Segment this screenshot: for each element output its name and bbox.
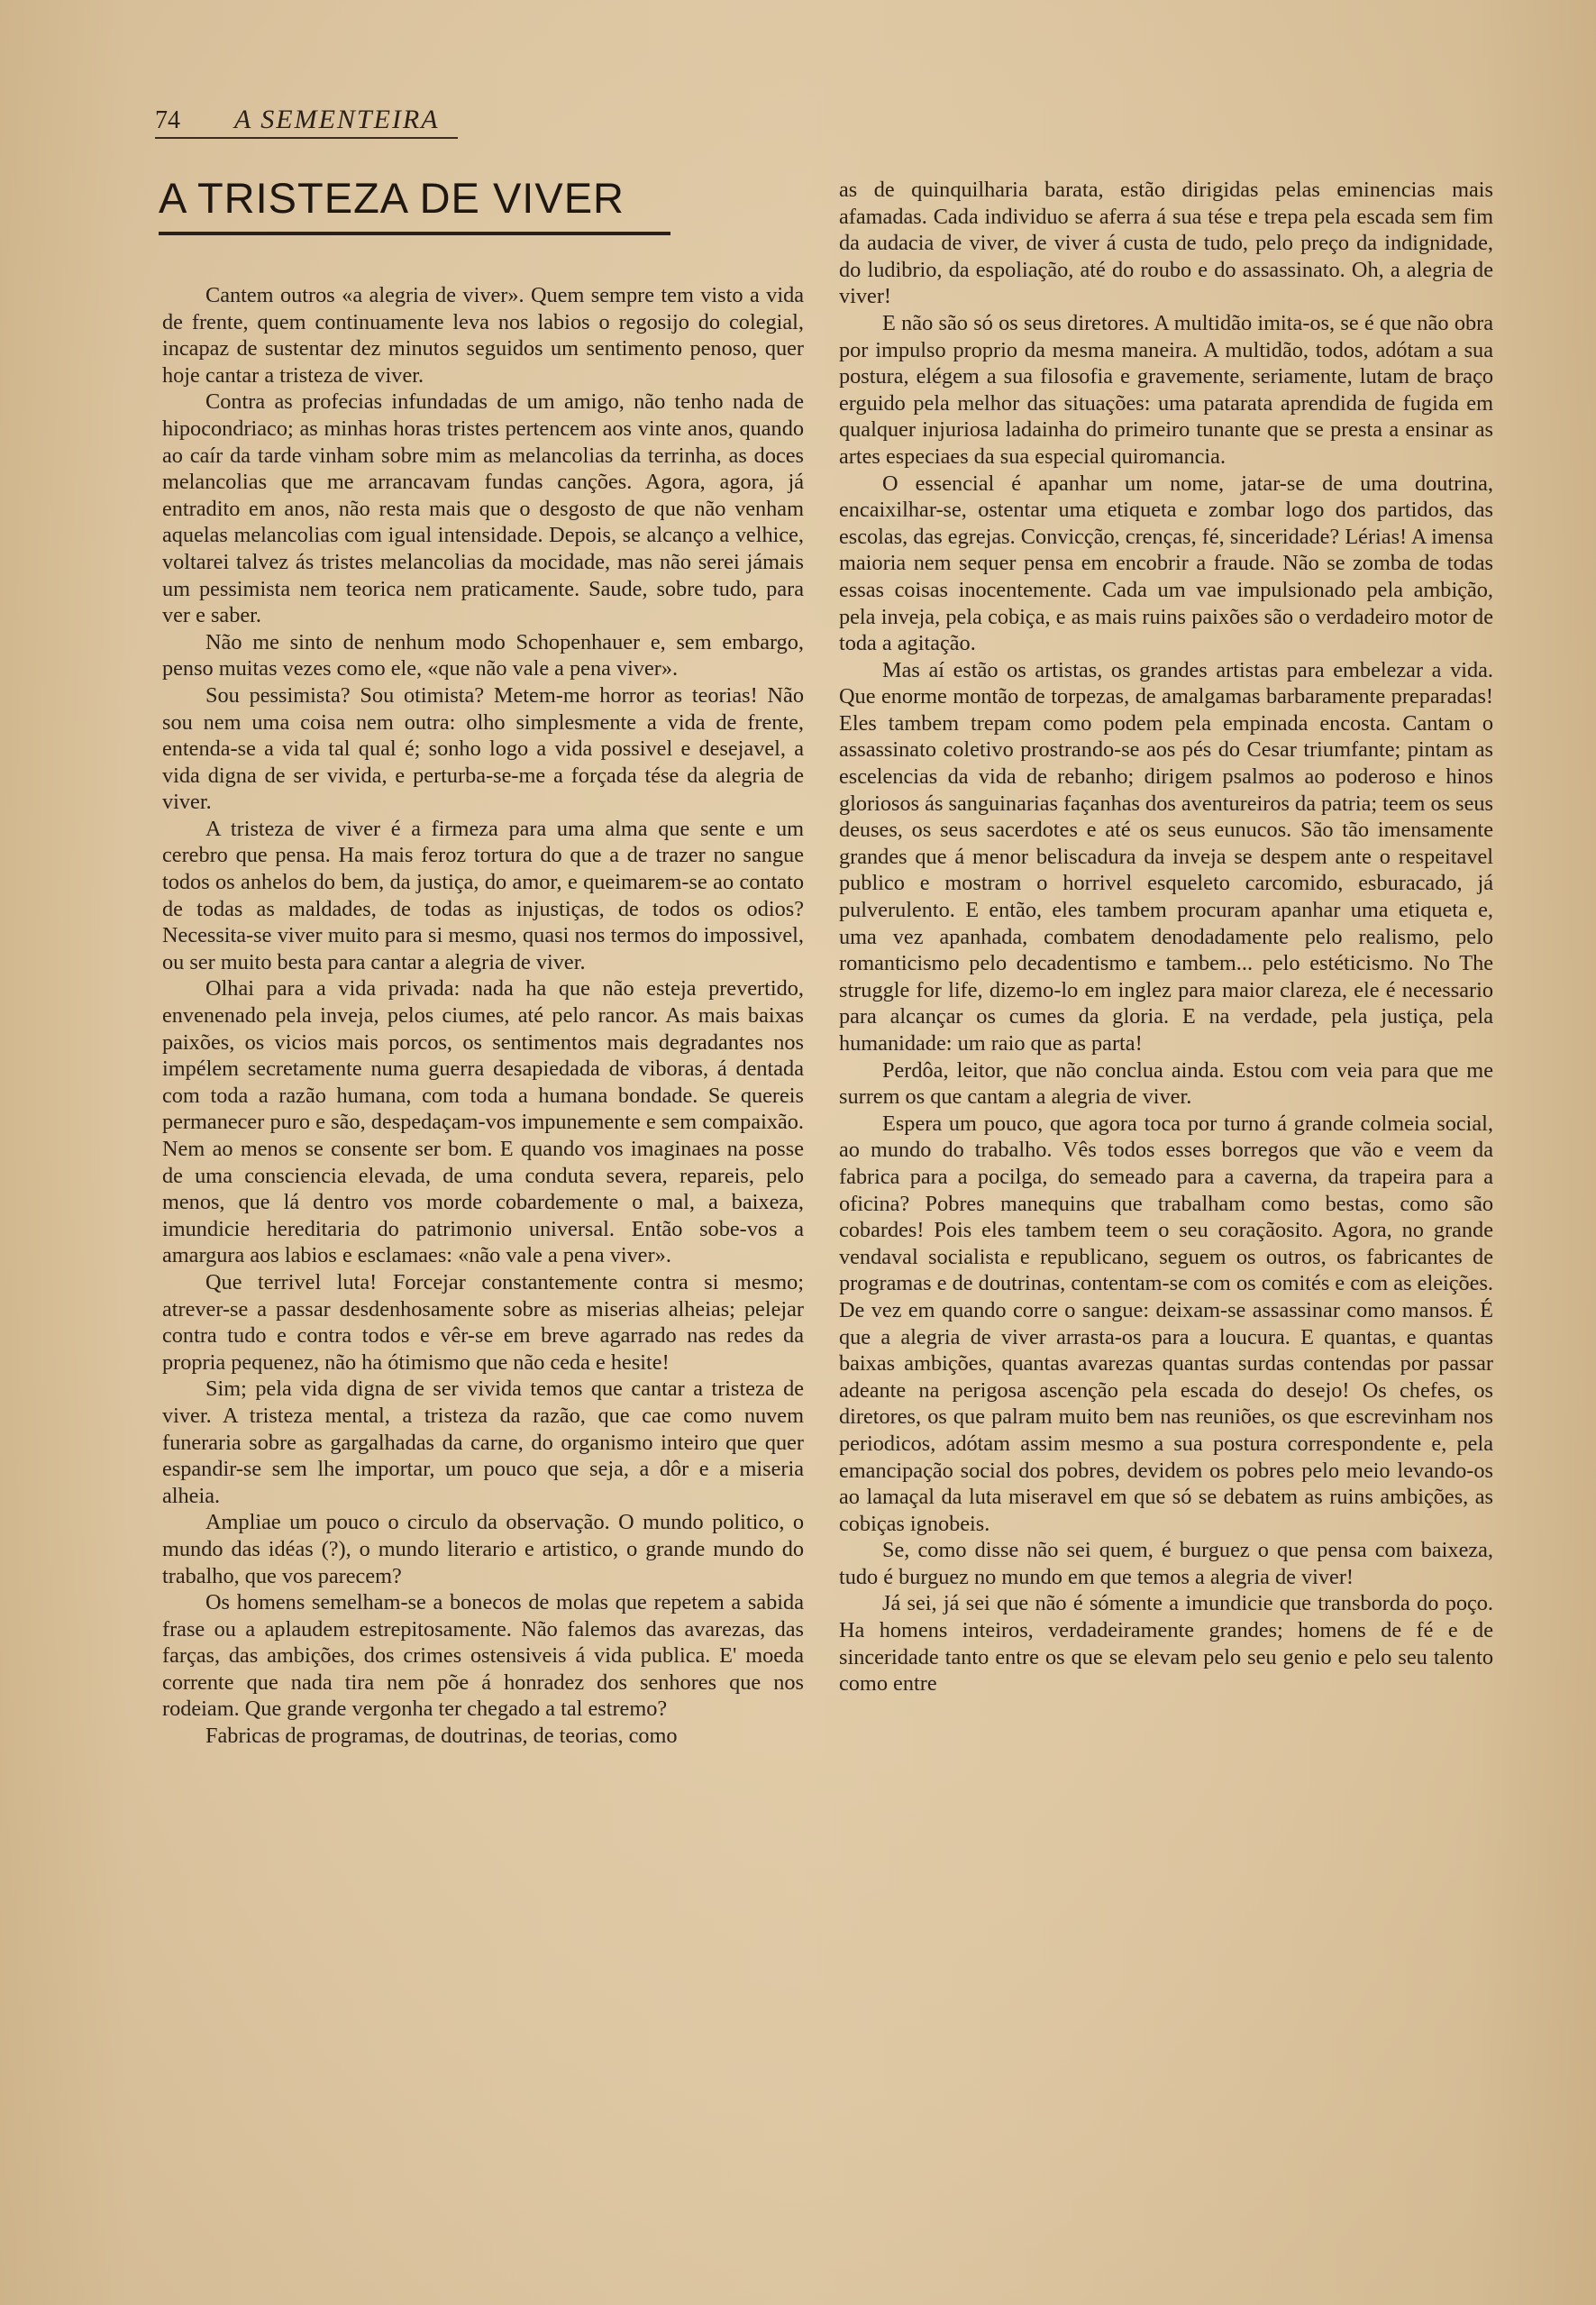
- paragraph: Já sei, já sei que não é sómente a imundicie que transborda do poço. Ha homens inteiros, verdadeiramente grandes; homens de fé e de sinceridade tanto entre os que se elevam pelo seu genio e pelo seu talento como entre: [839, 1591, 1493, 1697]
- paragraph: as de quinquilharia barata, estão dirigidas pelas eminencias mais afamadas. Cada individuo se aferra á sua tése e trepa pela escada sem fim da audacia de viver, de viver á custa de tudo, pelo preço da indignidade, do ludibrio, da espoliação, até do roubo e do assassinato. Oh, a alegria de viver!: [839, 178, 1493, 309]
- paragraph: Contra as profecias infundadas de um amigo, não tenho nada de hipocondriaco; as minhas horas tristes pertencem aos vinte anos, quando ao caír da tarde vinham sobre mim as melancolias da terrinha, as doces melancolias que me arrancavam fundas canções. Agora, agora, já entradito em anos, não resta mais que o desgosto de que não venham aquelas melancolias com igual intensidade. Depois, se alcanço a velhice, voltarei talvez ás tristes melancolias da mocidade, mas não serei jámais um pessimista nem teorica nem praticamente. Saude, sobre tudo, para ver e saber.: [162, 389, 804, 628]
- page-number: 74: [155, 106, 180, 134]
- paragraph: Sou pessimista? Sou otimista? Metem-me horror as teorias! Não sou nem uma coisa nem outra: olho simplesmente a vida de frente, entenda-se a vida tal qual é; sonho logo a vida possivel e desejavel, a vida digna de ser vivida, e perturba-se-me a forçada tése da alegria de viver.: [162, 682, 804, 815]
- journal-name: A SEMENTEIRA: [234, 105, 440, 134]
- paragraph: Os homens semelham-se a bonecos de molas que repetem a sabida frase ou a aplaudem estrepitosamente. Não falemos das avarezas, das farças, das ambições, dos crimes ostensiveis á vida publica. E' moeda corrente que nada tira nem põe á honradez dos senhores que nos rodeiam. Que grande vergonha ter chegado a tal estremo?: [162, 1590, 804, 1722]
- title-rule: [159, 232, 670, 235]
- paragraph: Sim; pela vida digna de ser vivida temos que cantar a tristeza de viver. A tristeza mental, a tristeza da razão, que cae como nuvem funeraria sobre as gargalhadas da carne, do organismo inteiro que quer espandir-se sem lhe importar, um pouco que seja, a dôr e a miseria alheia.: [162, 1377, 804, 1508]
- paragraph: Perdôa, leitor, que não conclua ainda. Estou com veia para que me surrem os que cantam a alegria de viver.: [839, 1057, 1493, 1110]
- paragraph: E não são só os seus diretores. A multidão imita-os, se é que não obra por impulso proprio da mesma maneira. A multidão, todos, adótam a sua postura, elégem a sua filosofia e gravemente, seriamente, lutam de braço erguido pela melhor das situações: uma patarata aprendida de fugida em qualquer injuriosa ladainha do primeiro tunante que se presta a ensinar as artes especiaes da sua especial quiromancia.: [839, 310, 1493, 469]
- header-rule: [155, 137, 458, 139]
- paragraph: Cantem outros «a alegria de viver». Quem sempre tem visto a vida de frente, quem continuamente leva nos labios o regosijo do colegial, incapaz de sustentar dez minutos seguidos um sentimento penoso, quer hoje cantar a tristeza de viver.: [162, 283, 804, 388]
- column-left: [162, 282, 804, 1750]
- paragraph: O essencial é apanhar um nome, jatar-se de uma doutrina, encaixilhar-se, ostentar uma etiqueta e zombar logo dos partidos, das escolas, das egrejas. Convicção, crenças, fé, sinceridade? Lérias! A imensa maioria nem sequer pensa em encobrir a fraude. Não se zomba de todas essas coisas inocentemente. Cada um vae impulsionado pela ambição, pela inveja, pela cobiça, e as mais ruins paixões são o verdadeiro motor de toda a agitação.: [839, 471, 1493, 656]
- paragraph: Que terrivel luta! Forcejar constantemente contra si mesmo; atrever-se a passar desdenhosamente sobre as miserias alheias; pelejar contra tudo e contra todos e vêr-se em breve agarrado nas redes da propria pequenez, não ha ótimismo que não ceda e hesite!: [162, 1269, 804, 1375]
- article-title: A TRISTEZA DE VIVER: [159, 174, 625, 222]
- paragraph: Olhai para a vida privada: nada ha que não esteja prevertido, envenenado pela inveja, pelos ciumes, até pelo rancor. As mais baixas paixões, os vicios mais porcos, os sentimentos mais degradantes nos impélem secretamente numa guerra desapiedada de viboras, á dentada com toda a razão humana, com toda a humana bondade. Se quereis permanecer puro e são, despedaçam-vos impunemente e sem compaixão. Nem ao menos se consente ser bom. E quando vos imaginaes na posse de uma consciencia elevada, de uma conduta severa, repareis, pelo menos, que lá dentro vos morde cobardemente o mal, a baixeza, imundicie hereditaria do patrimonio universal. Então sobe-vos a amargura aos labios e esclamaes: «não vale a pena viver».: [162, 976, 804, 1268]
- paragraph: Mas aí estão os artistas, os grandes artistas para embelezar a vida. Que enorme montão de torpezas, de amalgamas barbaramente preparadas! Eles tambem trepam como podem pela empinada encosta. Cantam o assassinato coletivo prostrando-se aos pés do Cesar triumfante; pintam as escelencias da vida de rebanho; dirigem psalmos ao poderoso e hinos gloriosos ás sanguinarias façanhas dos aventureiros da patria; teem os seus deuses, os seus sacerdotes e até os seus eunucos. São tão imensamente grandes que á menor beliscadura da inveja se despem ante o respeitavel publico e mostram o horrivel esqueleto carcomido, esburacado, já pulverulento. E então, eles tambem procuram apanhar uma etiqueta e, uma vez apanhada, combatem denodadamente pelo realismo, pelo romanticismo pelo decadentismo e tambem... pelo estéticismo. No The struggle for life, dizemo-lo em inglez para maior clareza, ele é necessario para alcançar os cumes da gloria. E na verdade, pela justiça, pela humanidade: um raio que as parta!: [839, 657, 1493, 1056]
- column-right: [839, 177, 1493, 1697]
- paragraph: Espera um pouco, que agora toca por turno á grande colmeia social, ao mundo do trabalho. Vês todos esses borregos que vão e veem da fabrica para a pocilga, do semeado para a caverna, da trapeira para a oficina? Pobres manequins que trabalham como bestas, como são cobardes! Pois eles tambem teem o seu coraçãosito. Agora, no grande vendaval socialista e republicano, seguem os outros, os fabricantes de programas e de doutrinas, contentam-se com os comités e com as eleições. De vez em quando corre o sangue: deixam-se assassinar como mansos. É que a alegria de viver arrasta-os para a loucura. E quantas, e quantas baixas ambições, quantas avarezas quantas surdas contendas por passar adeante na perigosa ascenção pela escada do desejo! Os chefes, os diretores, os que palram muito bem nas reuniões, os que escrevinham nos periodicos, adótam assim mesmo a sua postura correspondente e, pela emancipação social dos pobres, devidem os pobres pelo meio levando-os ao lamaçal da luta miseravel em que só se debatem as ruins ambições, as cobiças ignobeis.: [839, 1111, 1493, 1536]
- paragraph: A tristeza de viver é a firmeza para uma alma que sente e um cerebro que pensa. Ha mais feroz tortura do que a de trazer no sangue todos os anhelos do bem, da justiça, do amor, e queimarem-se ao contato de todas as maldades, de todas as injustiças, de todos os odios? Necessita-se viver muito para si mesmo, quasi nos termos do impossivel, ou ser muito besta para cantar a alegria de viver.: [162, 816, 804, 974]
- paragraph: Se, como disse não sei quem, é burguez o que pensa com baixeza, tudo é burguez no mundo em que temos a alegria de viver!: [839, 1538, 1493, 1589]
- page-header: [155, 105, 440, 135]
- paragraph: Fabricas de programas, de doutrinas, de teorias, como: [205, 1724, 678, 1749]
- paragraph: Não me sinto de nenhum modo Schopenhauer e, sem embargo, penso muitas vezes como ele, «que não vale a pena viver».: [162, 629, 804, 681]
- paragraph: Ampliae um pouco o circulo da observação. O mundo politico, o mundo das idéas (?), o mundo literario e artistico, o grande mundo do trabalho, que vos parecem?: [162, 1510, 804, 1588]
